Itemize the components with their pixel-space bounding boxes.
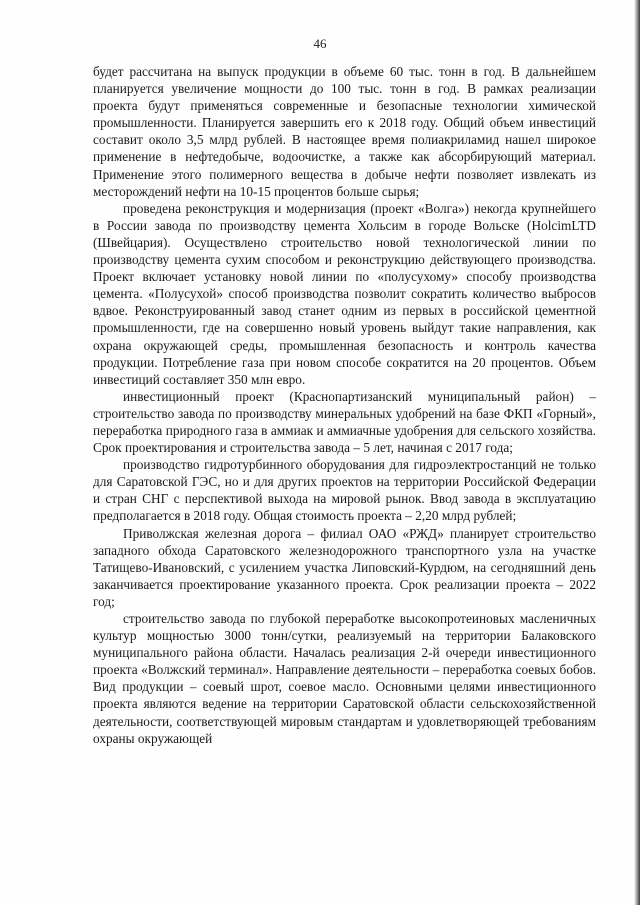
paragraph-3: инвестиционный проект (Краснопартизанский муниципальный район) – строительство завода по производству минеральных удобрений на базе ФКП «Горный», переработка природного газа в аммиак и аммиачные удобрения для сельского хозяйства. Срок проектирования и строительства завода – 5 лет, начиная с 2017 года; bbox=[93, 388, 596, 456]
paragraph-5: Приволжская железная дорога – филиал ОАО «РЖД» планирует строительство западного обхода Саратовского железнодорожного транспортного узла на участке Татищево-Ивановский, с усилением участка Липовский-Курдюм, на сегодняшний день заканчивается проектирование указанного проекта. Срок реализации проекта – 2022 год; bbox=[93, 525, 596, 609]
page-number: 46 bbox=[313, 36, 327, 51]
scan-edge-shadow bbox=[634, 0, 640, 905]
paragraph-4: производство гидротурбинного оборудования для гидроэлектростанций не только для Саратовской ГЭС, но и для других проектов на территории Российской Федерации и стран СНГ с перспективой выхода на мировой рынок. Ввод завода в эксплуатацию предполагается в 2018 году. Общая стоимость проекта – 2,20 млрд рублей; bbox=[93, 457, 596, 524]
paragraph-1: будет рассчитана на выпуск продукции в объеме 60 тыс. тонн в год. В дальнейшем планируется увеличение мощности до 100 тыс. тонн в год. В рамках реализации проекта будут применяться современные и безопасные технологии химической промышленности. Планируется завершить его к 2018 году. Общий объем инвестиций составит около 3,5 млрд рублей. В настоящее время полиакриламид нашел широкое применение в нефтедобыче, водоочистке, а также как абсорбирующий материал. Применение этого полимерного вещества в добыче нефти позволяет извлекать из месторождений нефти на 10-15 процентов больше сырья; bbox=[93, 64, 596, 199]
body-text bbox=[93, 63, 596, 747]
paragraph-6: строительство завода по глубокой переработке высокопротеиновых масленичных культур мощностью 3000 тонн/сутки, реализуемый на территории Балаковского муниципального района области. Началась реализация 2-й очереди инвестиционного проекта «Волжский терминал». Направление деятельности – переработка соевых бобов. Вид продукции – соевый шрот, соевое масло. Основными целями инвестиционного проекта являются ведение на территории Саратовской области сельскохозяйственной деятельности, соответствующей мировым стандартам и удовлетворяющей требованиям охраны окружающей bbox=[93, 611, 596, 746]
paragraph-2: проведена реконструкция и модернизация (проект «Волга») некогда крупнейшего в России завода по производству цемента Хольсим в городе Вольске (HolcimLTD (Швейцария). Осуществлено строительство новой технологической линии по производству цемента сухим способом и реконструкцию действующего производства. Проект включает установку новой линии по «полусухому» способу производства цемента. «Полусухой» способ производства позволит сократить количество выбросов вдвое. Реконструированный завод станет одним из первых в российской цементной промышленности, где на совершенно новый уровень выйдут такие направления, как охрана окружающей среды, промышленная безопасность и контроль качества продукции. Потребление газа при новом способе сократится на 20 процентов. Объем инвестиций составляет 350 млн евро. bbox=[93, 200, 596, 387]
